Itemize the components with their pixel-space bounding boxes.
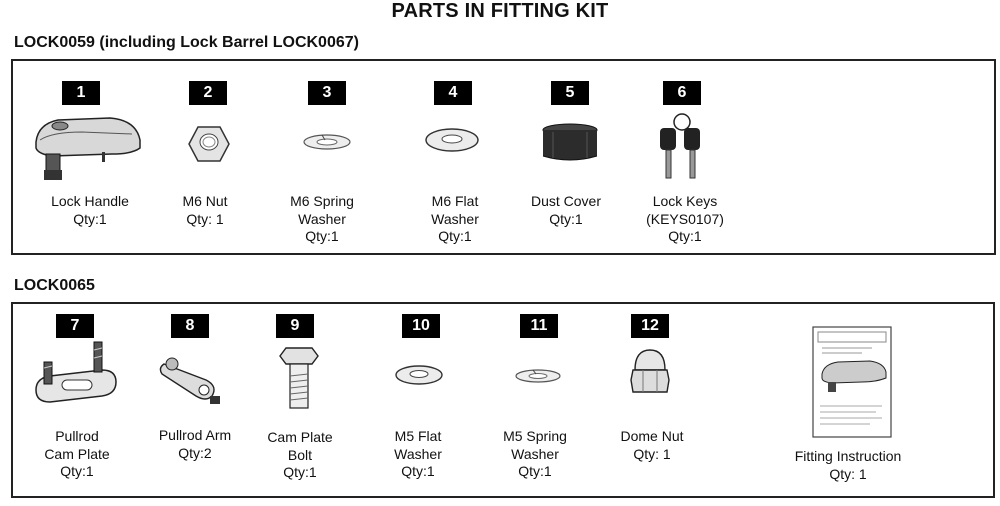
spring-washer-icon [514, 368, 562, 384]
part-number-9: 9 [276, 314, 314, 338]
bolt-icon [278, 346, 320, 412]
part-number-1: 1 [62, 81, 100, 105]
lock-handle-icon [32, 112, 144, 186]
part-number-8: 8 [171, 314, 209, 338]
part-number-5: 5 [551, 81, 589, 105]
part-label-3: M6 Spring Washer Qty:1 [290, 193, 354, 244]
instruction-sheet-icon [812, 326, 892, 438]
part-number-12: 12 [631, 314, 669, 338]
keys-icon [656, 112, 706, 184]
kit2-heading: LOCK0065 [14, 277, 95, 294]
dust-cover-icon [539, 122, 601, 164]
kit1-heading: LOCK0059 (including Lock Barrel LOCK0067) [14, 34, 359, 51]
hex-nut-icon [187, 124, 231, 164]
part-number-11: 11 [520, 314, 558, 338]
part-label-7: Pullrod Cam Plate Qty:1 [44, 428, 110, 479]
part-number-2: 2 [189, 81, 227, 105]
part-number-7: 7 [56, 314, 94, 338]
part-label-11: M5 Spring Washer Qty:1 [503, 428, 567, 479]
flat-washer-icon [424, 127, 480, 153]
part-label-2: M6 Nut Qty: 1 [182, 193, 228, 227]
spring-washer-icon [302, 133, 352, 151]
part-label-5: Dust Cover Qty:1 [530, 193, 602, 227]
flat-washer-icon [394, 364, 444, 386]
part-label-1: Lock Handle Qty:1 [51, 193, 129, 227]
part-label-12: Dome Nut Qty: 1 [620, 428, 684, 462]
part-label-9: Cam Plate Bolt Qty:1 [267, 429, 333, 480]
part-number-4: 4 [434, 81, 472, 105]
part-number-6: 6 [663, 81, 701, 105]
dome-nut-icon [629, 348, 671, 396]
part-label-8: Pullrod Arm Qty:2 [158, 427, 232, 461]
kit1-box [11, 59, 996, 255]
fitting-instruction-label: Fitting Instruction Qty: 1 [794, 448, 902, 482]
part-label-6: Lock Keys (KEYS0107) Qty:1 [646, 193, 724, 244]
pullrod-arm-icon [158, 350, 224, 412]
cam-plate-icon [32, 340, 118, 412]
part-label-4: M6 Flat Washer Qty:1 [431, 193, 479, 244]
part-label-10: M5 Flat Washer Qty:1 [394, 428, 442, 479]
page-title: PARTS IN FITTING KIT [391, 0, 609, 22]
part-number-3: 3 [308, 81, 346, 105]
part-number-10: 10 [402, 314, 440, 338]
